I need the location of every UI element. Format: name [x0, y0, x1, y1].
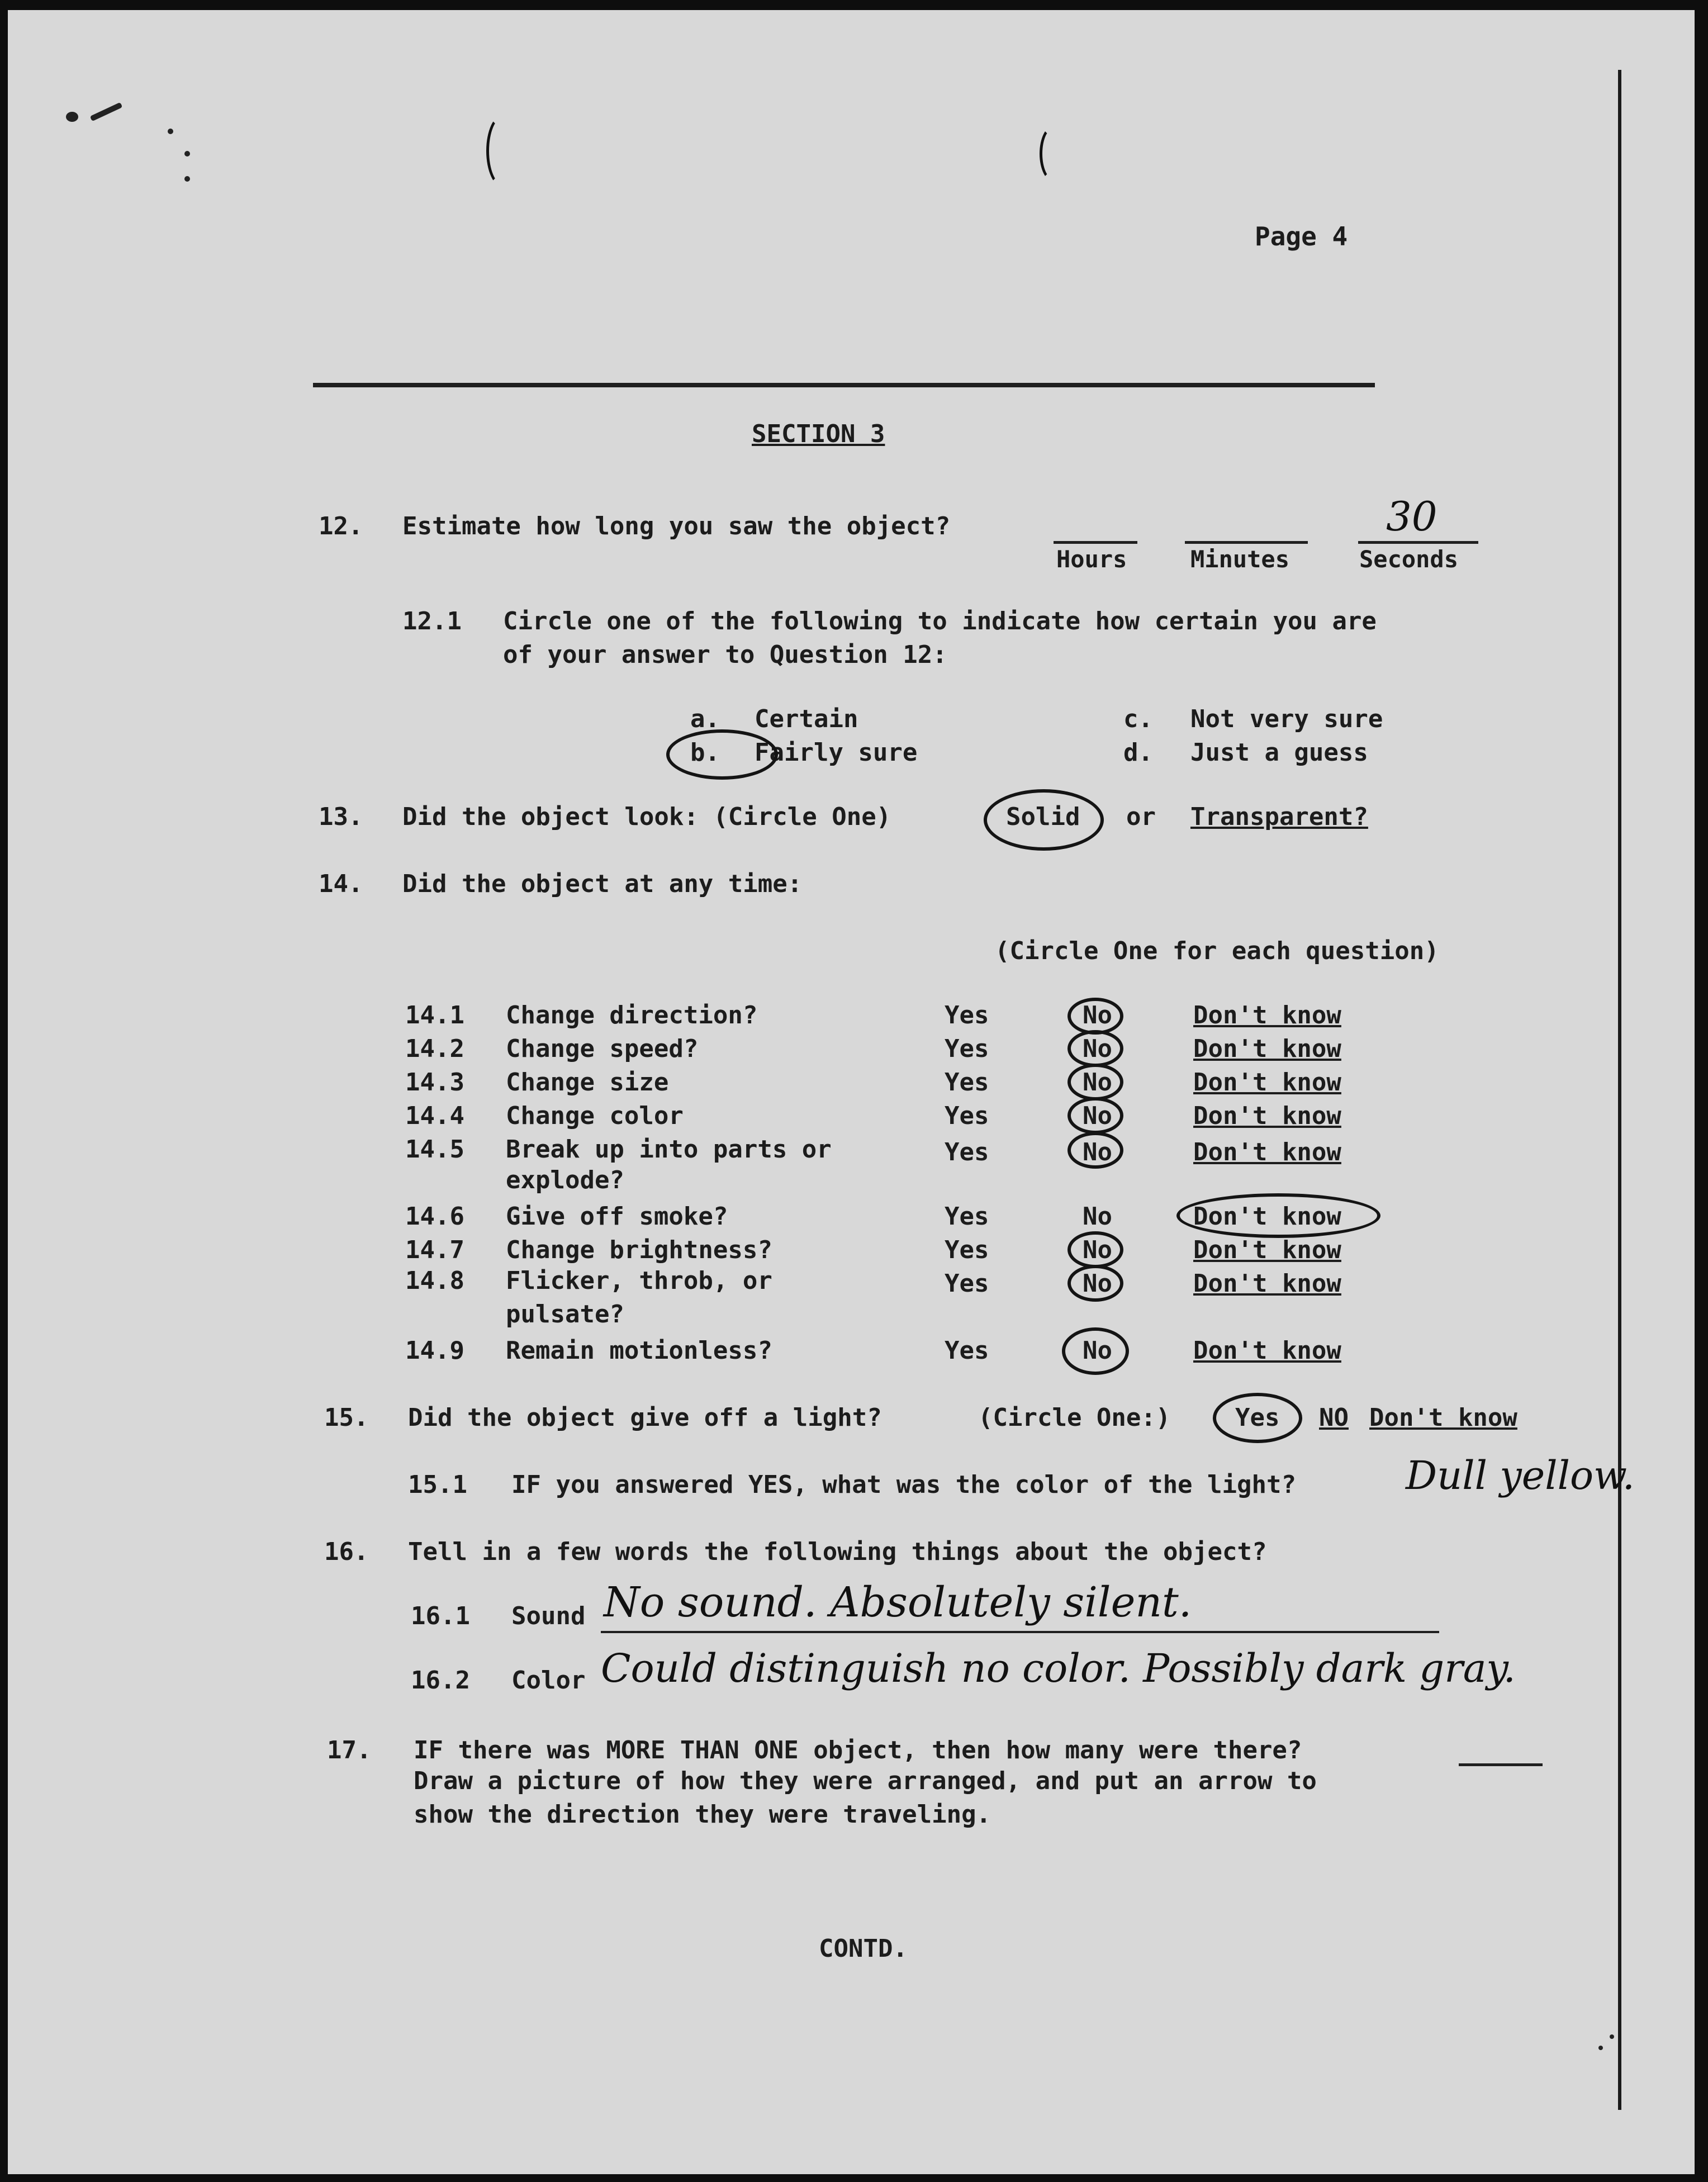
q14-item-dont-know: Don't know [1193, 1068, 1341, 1097]
q12-seconds-label: Seconds [1359, 546, 1459, 573]
section-title: SECTION 3 [752, 420, 885, 448]
option-d-letter: d. [1123, 738, 1153, 767]
q14-no-circle [1068, 1064, 1123, 1101]
q14-item-no: No [1083, 1202, 1112, 1231]
scan-speck [1598, 2046, 1603, 2050]
q14-item-label: Flicker, throb, or [506, 1266, 772, 1295]
q17-line1: IF there was MORE THAN ONE object, then how many were there? [414, 1736, 1302, 1764]
q14-no-circle [1068, 1030, 1123, 1067]
q16-number: 16. [324, 1538, 369, 1566]
q13-text: Did the object look: (Circle One) [402, 803, 891, 831]
q12-hours-line [1054, 541, 1137, 544]
q13-option-transparent: Transparent? [1190, 803, 1368, 831]
q14-item-no: No [1083, 1336, 1112, 1365]
q14-item-dont-know: Don't know [1193, 1269, 1341, 1298]
option-c-label: Not very sure [1190, 705, 1383, 733]
q14-item-dont-know: Don't know [1193, 1336, 1341, 1365]
q14-item-number: 14.7 [405, 1236, 464, 1264]
q14-item-dont-know: Don't know [1193, 1102, 1341, 1130]
q16-2-number: 16.2 [411, 1666, 470, 1695]
q15-yes: Yes [1235, 1403, 1280, 1432]
q14-item-number: 14.3 [405, 1068, 464, 1097]
q14-item-number: 14.8 [405, 1266, 464, 1295]
q14-item-yes: Yes [945, 1068, 989, 1097]
scan-speck [184, 151, 190, 156]
option-a-letter: a. [690, 705, 720, 733]
q14-number: 14. [319, 870, 363, 898]
q14-item-dont-know: Don't know [1193, 1202, 1341, 1231]
q12-hours-label: Hours [1056, 546, 1127, 573]
q12-1-text-line2: of your answer to Question 12: [503, 641, 947, 669]
q14-no-circle [1068, 1231, 1123, 1268]
q17-line2: Draw a picture of how they were arranged, and put an arrow to [414, 1767, 1317, 1795]
q13-or: or [1126, 803, 1156, 831]
q14-item-yes: Yes [945, 1035, 989, 1063]
document-page [8, 10, 1695, 2174]
q15-text: Did the object give off a light? [408, 1403, 882, 1432]
q15-no: NO [1319, 1403, 1349, 1432]
q14-no-circle [1062, 1327, 1129, 1375]
q14-item-yes: Yes [945, 1102, 989, 1130]
q17-number: 17. [327, 1736, 372, 1764]
q14-item-number: 14.9 [405, 1336, 464, 1365]
q12-seconds-line [1358, 541, 1478, 544]
punch-hole-mark [486, 115, 520, 187]
q14-item-dont-know: Don't know [1193, 1001, 1341, 1030]
q15-dont-know: Don't know [1369, 1403, 1517, 1432]
q12-number: 12. [319, 512, 363, 540]
option-b-label: Fairly sure [755, 738, 918, 767]
q14-item-label: Remain motionless? [506, 1336, 772, 1365]
q13-option-solid: Solid [1006, 803, 1080, 831]
q16-1-answer-line [601, 1631, 1439, 1633]
q14-item-label: Give off smoke? [506, 1202, 728, 1231]
q14-item-label: Change size [506, 1068, 669, 1097]
q14-item-yes: Yes [945, 1269, 989, 1298]
q14-item-number: 14.5 [405, 1135, 464, 1164]
q14-item-yes: Yes [945, 1202, 989, 1231]
option-a-label: Certain [755, 705, 858, 733]
q14-item-yes: Yes [945, 1001, 989, 1030]
q15-1-number: 15.1 [408, 1471, 467, 1499]
q17-line3: show the direction they were traveling. [414, 1800, 991, 1829]
option-b-letter: b. [690, 738, 720, 767]
q12-minutes-label: Minutes [1190, 546, 1290, 573]
q14-item-no: No [1083, 1236, 1112, 1264]
q14-item-no: No [1083, 1269, 1112, 1298]
option-b-circle [666, 729, 778, 780]
q12-minutes-line [1185, 541, 1308, 544]
option-c-letter: c. [1123, 705, 1153, 733]
q15-1-text: IF you answered YES, what was the color of the light? [511, 1471, 1296, 1499]
q14-text: Did the object at any time: [402, 870, 803, 898]
punch-hole-mark [1040, 126, 1068, 182]
q14-item-label-cont: pulsate? [506, 1300, 624, 1329]
q14-no-circle [1068, 1097, 1123, 1134]
q14-item-number: 14.1 [405, 1001, 464, 1030]
q14-item-dont-know: Don't know [1193, 1236, 1341, 1264]
q14-item-number: 14.4 [405, 1102, 464, 1130]
scan-speck [1610, 2034, 1614, 2039]
q15-1-answer: Dull yellow. [1406, 1453, 1635, 1498]
q14-item-label: Change speed? [506, 1035, 699, 1063]
q14-item-yes: Yes [945, 1336, 989, 1365]
q17-count-line [1459, 1763, 1543, 1766]
q12-seconds-answer: 30 [1386, 493, 1437, 540]
q13-solid-circle [984, 789, 1104, 851]
q14-dont-know-circle [1176, 1193, 1380, 1238]
q15-instruction: (Circle One:) [978, 1403, 1171, 1432]
header-rule [313, 383, 1375, 387]
q14-item-no: No [1083, 1068, 1112, 1097]
q14-item-label: Change color [506, 1102, 684, 1130]
q16-1-label: Sound [511, 1602, 586, 1630]
q14-no-circle [1068, 998, 1123, 1035]
page-label: Page 4 [1255, 221, 1348, 252]
q14-no-circle [1068, 1132, 1123, 1169]
q14-item-label: Change direction? [506, 1001, 758, 1030]
q12-1-text-line1: Circle one of the following to indicate how certain you are [503, 607, 1377, 635]
continued-label: CONTD. [819, 1934, 908, 1963]
q14-item-label: Change brightness? [506, 1236, 772, 1264]
q14-item-no: No [1083, 1138, 1112, 1166]
q14-item-dont-know: Don't know [1193, 1035, 1341, 1063]
q16-text: Tell in a few words the following things about the object? [408, 1538, 1267, 1566]
q16-2-answer: Could distinguish no color. Possibly dark gray. [601, 1645, 1516, 1691]
q16-1-number: 16.1 [411, 1602, 470, 1630]
q14-item-number: 14.6 [405, 1202, 464, 1231]
scan-speck [168, 129, 173, 134]
q14-item-label: Break up into parts or [506, 1135, 832, 1164]
scan-speck [66, 112, 78, 122]
q14-item-no: No [1083, 1035, 1112, 1063]
scan-speck [184, 176, 190, 182]
q14-instruction: (Circle One for each question) [995, 937, 1439, 965]
q16-1-answer: No sound. Absolutely silent. [604, 1578, 1192, 1626]
q12-1-number: 12.1 [402, 607, 462, 635]
q15-yes-circle [1213, 1393, 1302, 1443]
q14-item-label-cont: explode? [506, 1166, 624, 1194]
q16-2-label: Color [511, 1666, 586, 1695]
q15-number: 15. [324, 1403, 369, 1432]
q14-item-yes: Yes [945, 1236, 989, 1264]
q14-item-dont-know: Don't know [1193, 1138, 1341, 1166]
q13-number: 13. [319, 803, 363, 831]
q12-text: Estimate how long you saw the object? [402, 512, 951, 540]
q14-no-circle [1068, 1265, 1123, 1302]
q14-item-no: No [1083, 1102, 1112, 1130]
q14-item-number: 14.2 [405, 1035, 464, 1063]
page-edge-shadow [1618, 70, 1621, 2110]
option-d-label: Just a guess [1190, 738, 1368, 767]
q14-item-yes: Yes [945, 1138, 989, 1166]
q14-item-no: No [1083, 1001, 1112, 1030]
